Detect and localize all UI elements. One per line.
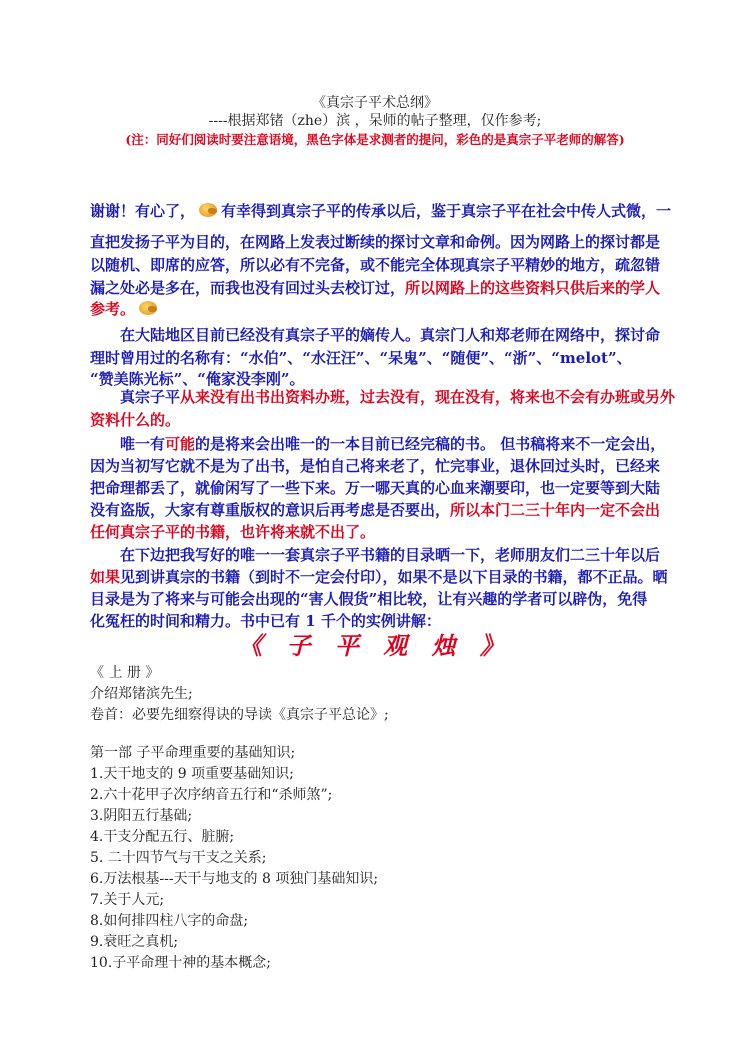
paragraph-5-line-3: 目录是为了将来与可能会出现的“害人假货”相比较，让有兴趣的学者可以辟伪，免得: [90, 590, 648, 608]
text-segment: 见到讲真宗的书籍（到时不一定会付印），如果不是以下目录的书籍，都不正品。晒: [120, 568, 668, 586]
toc-item: 3.阴阳五行基础;: [90, 808, 193, 824]
paragraph-1-line-2: 直把发扬子平为目的，在网路上发表过断续的探讨文章和命例。因为网路上的探讨都是: [90, 233, 661, 251]
highlighted-text: 如果: [90, 568, 121, 586]
paragraph-5-line-4: 化冤枉的时间和精力。书中已有 1 千个的实例讲解：: [90, 612, 441, 630]
paragraph-1-line-4: [90, 277, 672, 298]
highlighted-text: 从来没有出书出资料办班，过去没有，现在没有，将来也不会有办班或另外: [180, 388, 675, 406]
text-segment: 漏之处必是多在，而我也没有回过头去校订过，: [90, 279, 406, 297]
paragraph-1-line-5: [90, 298, 672, 319]
text-segment: 的是将来会出唯一的一本目前已经完稿的书。 但书稿将来不一定会出，: [195, 435, 666, 453]
text-segment: 没有盗版，大家有尊重版权的意识后再考虑是否要出，: [90, 501, 451, 519]
paragraph-2-line-2: 理时曾用过的名称有：“水伯”、“水汪汪”、“呆鬼”、“随便”、“浙”、“melot”、: [90, 349, 632, 367]
paragraph-4-line-4: [90, 499, 672, 520]
paragraph-4-line-1: [120, 433, 675, 454]
toc-item: 2.六十花甲子次序纳音五行和“杀师煞”;: [90, 787, 333, 803]
paragraph-3-line-2: 资料什么的。: [90, 411, 181, 429]
highlighted-text: 所以网路上的这些资料只供后来的学人: [405, 279, 661, 297]
toc-item: 7.关于人元;: [90, 892, 165, 908]
paragraph-5-line-1: 在下边把我写好的唯一一套真宗子平书籍的目录晒一下，老师朋友们二三十年以后: [120, 546, 661, 564]
document-title: 《真宗子平术总纲》: [312, 95, 438, 111]
toc-section-heading: 第一部 子平命理重要的基础知识;: [90, 745, 296, 761]
text-segment: 真宗子平: [120, 388, 181, 406]
toc-item: 6.万法根基---天干与地支的 8 项独门基础知识;: [90, 871, 379, 887]
toc-item: 9.衰旺之真机;: [90, 934, 179, 950]
paragraph-4-line-3: 把命理都丢了，就偷闲写了一些下来。万一哪天真的心血来潮要印，也一定要等到大陆: [90, 479, 661, 497]
text-segment: 唯一有: [120, 435, 166, 453]
paragraph-4-line-5: 任何真宗子平的书籍，也许将来就不出了。: [90, 523, 376, 541]
toc-item: 8.如何排四柱八字的命盘;: [90, 913, 249, 929]
toc-item: 卷首：必要先细察得诀的导读《真宗子平总论》;: [90, 707, 389, 723]
highlighted-text: 参考。: [90, 300, 136, 318]
smiley-emoticon-icon: [139, 301, 157, 315]
toc-item: 1.天干地支的 9 项重要基础知识;: [90, 766, 294, 782]
paragraph-3-line-1: [120, 386, 675, 407]
book-title: 《 子 平 观 烛 》: [238, 631, 512, 660]
toc-volume: 《 上 册 》: [90, 665, 160, 681]
paragraph-1-line-3: 以随机、即席的应答，所以必有不完备，或不能完全体现真宗子平精妙的地方，疏忽错: [90, 256, 661, 274]
paragraph-4-line-2: 因为当初写它就不是为了出书，是怕自己将来老了，忙完事业，退休回过头时，已经来: [90, 457, 661, 475]
toc-item: 4.干支分配五行、脏腑;: [90, 829, 235, 845]
paragraph-5-line-2: [90, 566, 672, 587]
text-segment: 有幸得到真宗子平的传承以后，鉴于真宗子平在社会中传人式微，一: [221, 202, 672, 220]
highlighted-text: 可能: [165, 435, 196, 453]
toc-item: 介绍郑锗滨先生;: [90, 686, 193, 702]
document-subtitle: ----根据郑锗（zhe）滨 ，呆师的帖子整理，仅作参考;: [208, 113, 542, 129]
paragraph-2-line-1: 在大陆地区目前已经没有真宗子平的嫡传人。真宗门人和郑老师在网络中，探讨命: [120, 326, 661, 344]
smiley-emoticon-icon: [199, 203, 217, 217]
toc-item: 5. 二十四节气与干支之关系;: [90, 850, 267, 866]
paragraph-1-line-1: [90, 200, 672, 221]
highlighted-text: 所以本门二三十年内一定不会出: [450, 501, 661, 519]
paragraph-2-line-3: “赞美陈光标”、“俺家没李刚”。: [90, 370, 305, 388]
reading-note: (注：同好们阅读时要注意语境，黑色字体是求测者的提问，彩色的是真宗子平老师的解答): [125, 132, 625, 147]
toc-item: 10.子平命理十神的基本概念;: [90, 955, 271, 971]
text-segment: 谢谢！有心了，: [90, 202, 196, 220]
